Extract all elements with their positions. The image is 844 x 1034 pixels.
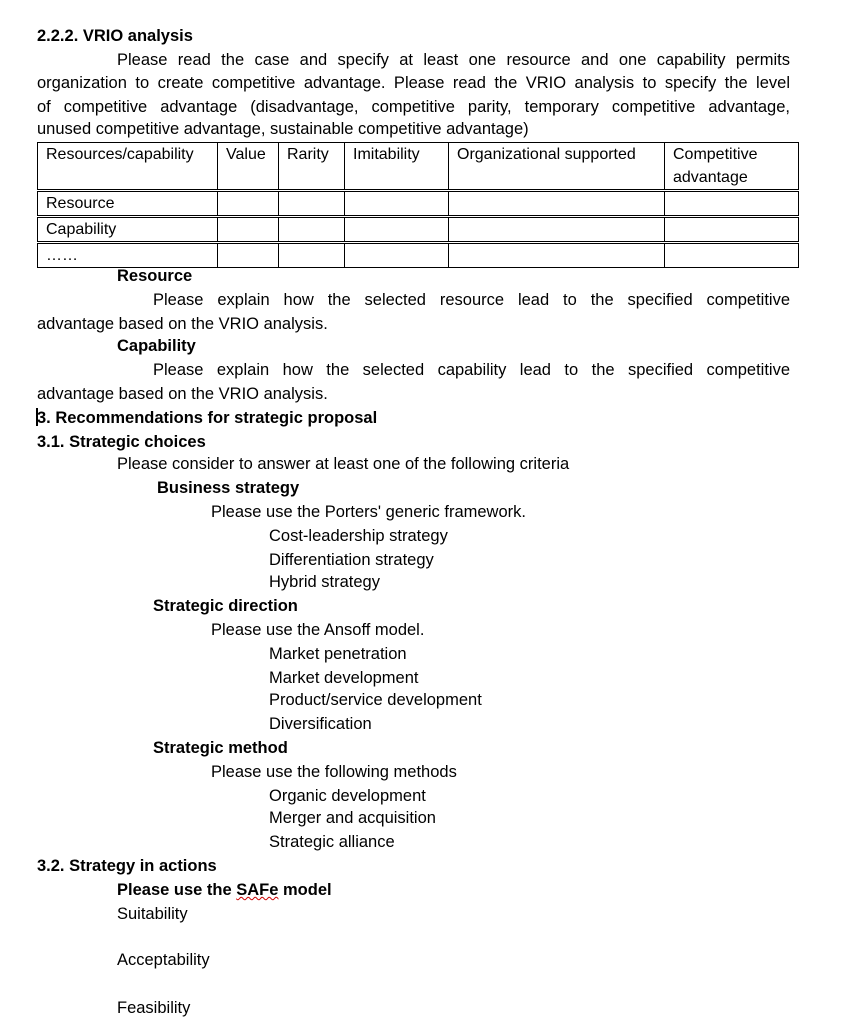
method-instruction: Please use the following methods (211, 763, 457, 781)
criteria-acceptability: Acceptability (117, 951, 210, 969)
table-cell (345, 217, 449, 243)
table-cell (218, 217, 279, 243)
direction-item: Market development (269, 669, 419, 687)
header-rarity: Rarity (279, 143, 345, 191)
header-advantage: advantage (673, 169, 748, 186)
header-resources-capability: Resources/capability (38, 143, 218, 191)
business-instruction: Please use the Porters' generic framework. (211, 503, 526, 521)
header-imitability: Imitability (345, 143, 449, 191)
table-cell (449, 217, 665, 243)
row-label-capability: Capability (38, 217, 218, 243)
safe-model-instruction (117, 879, 332, 901)
intro-line-1: Please read the case and specify at least one resource and one capability permits (117, 51, 790, 69)
strategic-direction-heading: Strategic direction (153, 597, 298, 615)
header-organizational-supported: Organizational supported (449, 143, 665, 191)
intro-line-3: of competitive advantage (disadvantage, competitive parity, temporary competitive advantage, (37, 98, 790, 116)
recommendations-heading: 3. Recommendations for strategic proposal (37, 409, 378, 427)
row-label-resource: Resource (38, 191, 218, 217)
table-cell (665, 217, 799, 243)
table-header-row (38, 143, 799, 191)
table-cell (279, 217, 345, 243)
method-item: Strategic alliance (269, 833, 395, 851)
table-row (38, 191, 799, 217)
section-heading-vrio: 2.2.2. VRIO analysis (37, 27, 193, 45)
safe-suffix: model (278, 881, 332, 899)
direction-item: Market penetration (269, 645, 407, 663)
header-competitive: Competitive (673, 146, 758, 163)
choices-instruction: Please consider to answer at least one of the following criteria (117, 455, 570, 473)
table-row (38, 217, 799, 243)
vrio-table (37, 142, 799, 268)
header-value: Value (218, 143, 279, 191)
table-row (38, 243, 799, 268)
capability-line-1: Please explain how the selected capability lead to the specified competitive (153, 361, 790, 379)
safe-prefix: Please use the (117, 881, 237, 899)
resource-line-2: advantage based on the VRIO analysis. (37, 315, 328, 333)
table-cell (218, 191, 279, 217)
table-cell (345, 243, 449, 268)
capability-heading: Capability (117, 337, 196, 355)
business-strategy-heading: Business strategy (157, 479, 300, 497)
direction-instruction: Please use the Ansoff model. (211, 621, 425, 639)
resource-line-1: Please explain how the selected resource lead to the specified competitive (153, 291, 790, 309)
strategic-method-heading: Strategic method (153, 739, 288, 757)
table-cell (218, 243, 279, 268)
business-item: Cost-leadership strategy (269, 527, 448, 545)
intro-line-2: organization to create competitive advantage. Please read the VRIO analysis to specify the level (37, 74, 790, 92)
direction-item: Product/service development (269, 691, 482, 709)
resource-heading: Resource (117, 267, 193, 285)
criteria-suitability: Suitability (117, 905, 188, 923)
business-item: Hybrid strategy (269, 573, 380, 591)
header-competitive-advantage (665, 143, 799, 191)
business-item: Differentiation strategy (269, 551, 434, 569)
table-cell (665, 191, 799, 217)
intro-line-4: unused competitive advantage, sustainable competitive advantage) (37, 120, 529, 138)
method-item: Organic development (269, 787, 426, 805)
table-cell (665, 243, 799, 268)
method-item: Merger and acquisition (269, 809, 436, 827)
row-label-ellipsis: …… (38, 243, 218, 268)
table-cell (449, 243, 665, 268)
strategy-in-actions-heading: 3.2. Strategy in actions (37, 857, 217, 875)
direction-item: Diversification (269, 715, 372, 733)
capability-line-2: advantage based on the VRIO analysis. (37, 385, 328, 403)
strategic-choices-heading: 3.1. Strategic choices (37, 433, 206, 451)
table-cell (449, 191, 665, 217)
table-cell (345, 191, 449, 217)
criteria-feasibility: Feasibility (117, 999, 191, 1017)
table-cell (279, 243, 345, 268)
table-cell (279, 191, 345, 217)
safe-word: SAFe (236, 881, 279, 899)
